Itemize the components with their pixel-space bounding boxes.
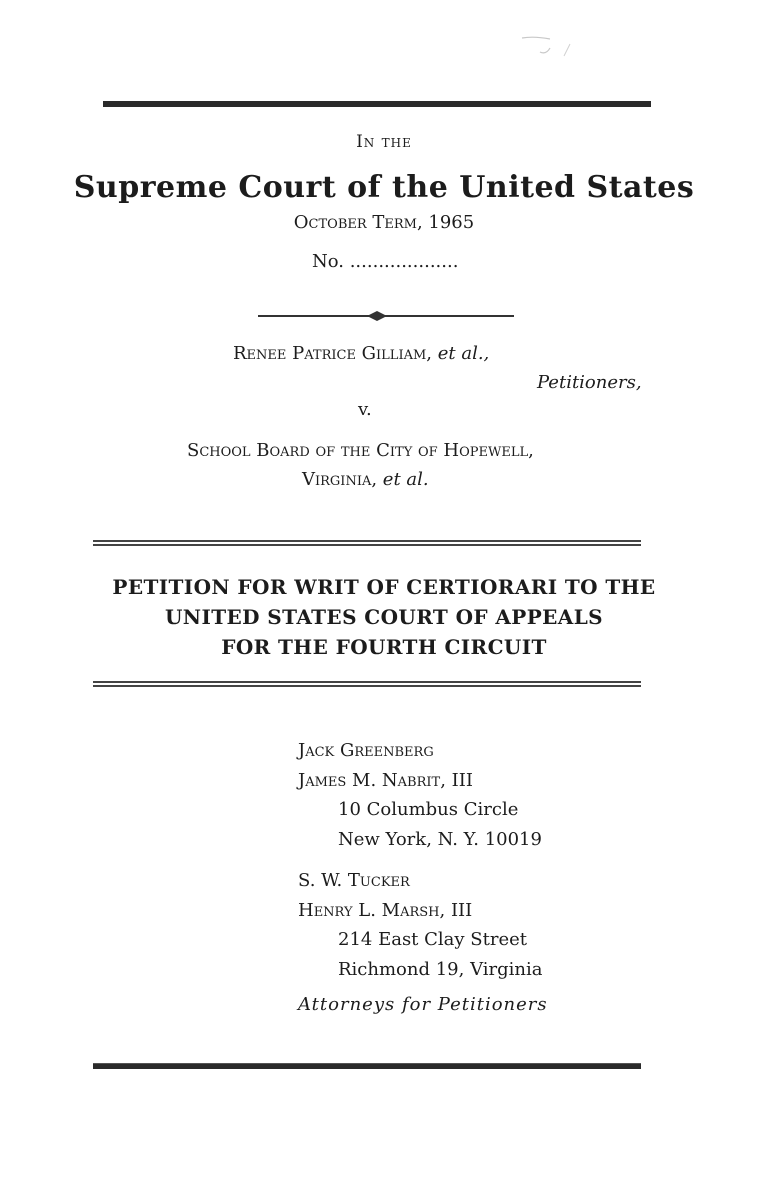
- attorney-tucker: S. W. Tucker: [298, 870, 410, 891]
- attorney-greenberg: Jack Greenberg: [298, 740, 434, 761]
- ornament-divider: [258, 309, 514, 323]
- in-the-text: In the: [356, 132, 412, 152]
- attorneys-block: [298, 736, 548, 1020]
- attorney-marsh: Henry L. Marsh, III: [298, 899, 473, 921]
- petitioner-role: Petitioners,: [537, 372, 642, 393]
- respondent-line2: [302, 469, 429, 490]
- petition-line1: PETITION FOR WRIT OF CERTIORARI TO THE: [112, 575, 656, 599]
- versus-text: v.: [358, 399, 372, 420]
- address2-street: 214 East Clay Street: [338, 929, 527, 950]
- petitioner-etal: et al.,: [437, 343, 490, 364]
- petition-title: [0, 572, 768, 662]
- top-rule: [103, 101, 651, 107]
- pencil-mark-icon: [520, 30, 580, 60]
- attorney-nabrit: James M. Nabrit, III: [298, 769, 473, 791]
- address1-city: New York, N. Y. 10019: [338, 828, 542, 850]
- petitioner-name: Renee Patrice Gilliam,: [233, 343, 432, 364]
- attorneys-role: Attorneys for Petitioners: [298, 994, 548, 1015]
- petitioner-line: [233, 343, 489, 364]
- address1-street: 10 Columbus Circle: [338, 799, 519, 820]
- respondent-state: Virginia,: [302, 469, 378, 490]
- term-text: October Term, 1965: [293, 212, 475, 233]
- court-name: Supreme Court of the United States: [73, 170, 695, 205]
- petition-line3: FOR THE FOURTH CIRCUIT: [221, 635, 547, 659]
- address2-city: Richmond 19, Virginia: [338, 958, 543, 980]
- petition-top-rule: [93, 540, 641, 546]
- respondent-line1: School Board of the City of Hopewell,: [187, 440, 534, 461]
- bottom-rule: [93, 1063, 641, 1069]
- petition-bottom-rule: [93, 681, 641, 687]
- diamond-ornament-icon: [366, 310, 388, 322]
- respondent-etal: et al.: [382, 469, 429, 490]
- docket-number: No. ...................: [312, 251, 459, 272]
- petition-line2: UNITED STATES COURT OF APPEALS: [164, 605, 604, 629]
